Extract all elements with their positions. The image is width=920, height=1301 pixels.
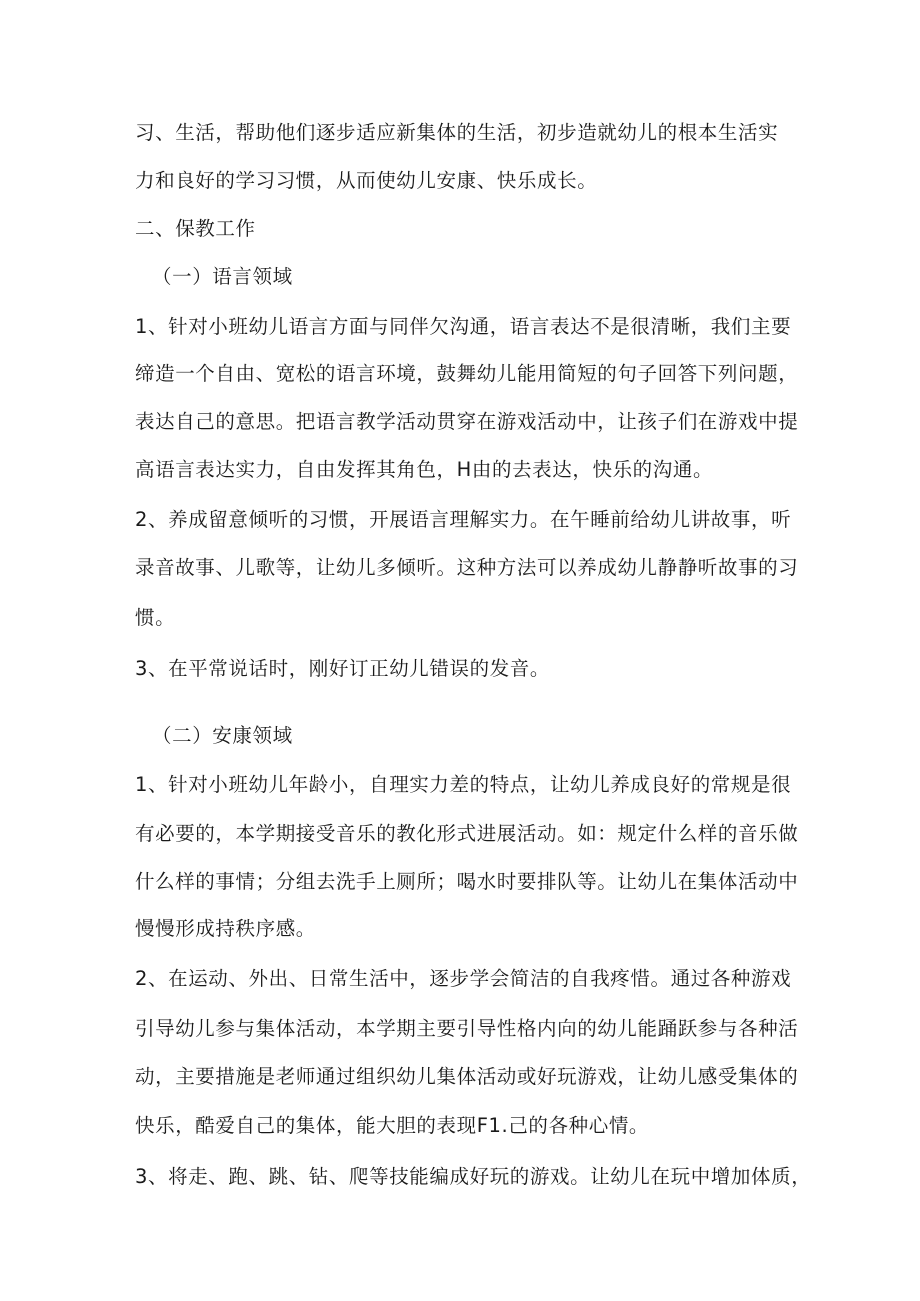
section-heading: 二、保教工作 xyxy=(135,217,256,240)
text-line: 高语言表达实力，自由发挥其角色，H由的去表达，快乐的沟通。 xyxy=(135,458,714,481)
subsection-heading: （一）语言领域 xyxy=(152,265,293,288)
subsection-heading: （二）安康领域 xyxy=(152,724,293,747)
text-line: 慢慢形成持秩序感。 xyxy=(135,917,316,940)
text-line: 1、针对小班幼儿年龄小，自理实力差的特点，让幼儿养成良好的常规是很 xyxy=(135,773,792,796)
text-line: 录音故事、儿歌等，让幼儿多倾听。这种方法可以养成幼儿静静听故事的习 xyxy=(135,556,799,579)
text-line: 惯。 xyxy=(135,606,176,629)
text-line: 什么样的事情；分组去洗手上厕所；喝水时要排队等。让幼儿在集体活动中 xyxy=(135,870,799,893)
text-line: 3、将走、跑、跳、钻、爬等技能编成好玩的游戏。让幼儿在玩中增加体质， xyxy=(135,1165,812,1188)
text-line: 引导幼儿参与集体活动，本学期主要引导性格内向的幼儿能踊跃参与各种活 xyxy=(135,1017,799,1040)
text-line: 缔造一个自由、宽松的语言环境，鼓舞幼儿能用简短的句子回答下列问题， xyxy=(135,362,799,385)
text-line: 3、在平常说话时，刚好订正幼儿错误的发音。 xyxy=(135,657,551,680)
text-line: 2、在运动、外出、日常生活中，逐步学会简洁的自我疼惜。通过各种游戏 xyxy=(135,967,792,990)
text-line: 2、养成留意倾听的习惯，开展语言理解实力。在午睡前给幼儿讲故事，听 xyxy=(135,508,792,531)
text-line: 力和良好的学习习惯，从而使幼儿安康、快乐成长。 xyxy=(135,169,598,192)
text-line: 习、生活，帮助他们逐步适应新集体的生活，初步造就幼儿的根本生活实 xyxy=(135,121,779,144)
text-line: 1、针对小班幼儿语言方面与同伴欠沟通，语言表达不是很清晰，我们主要 xyxy=(135,315,792,338)
text-line: 表达自己的意思。把语言教学活动贯穿在游戏活动中，让孩子们在游戏中提 xyxy=(135,410,799,433)
text-line: 快乐，酷爱自己的集体，能大胆的表现F1.己的各种心情。 xyxy=(135,1114,650,1137)
text-line: 有必要的，本学期接受音乐的教化形式进展活动。如：规定什么样的音乐做 xyxy=(135,822,799,845)
text-line: 动，主要措施是老师通过组织幼儿集体活动或好玩游戏，让幼儿感受集体的 xyxy=(135,1065,799,1088)
